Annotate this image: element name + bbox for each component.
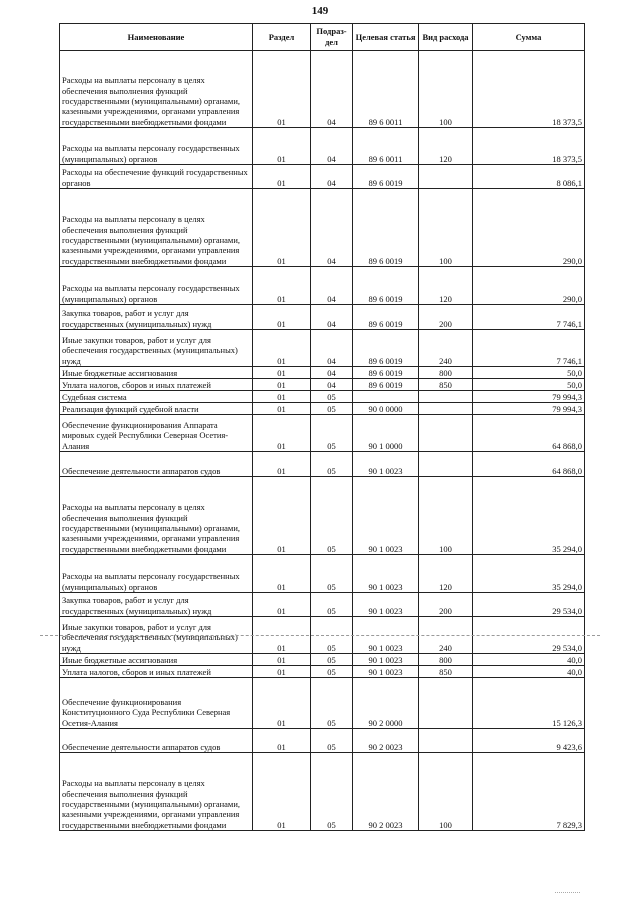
- row-razdel: 01: [253, 654, 311, 666]
- row-podrazdel: 04: [311, 51, 353, 128]
- table-row: [60, 51, 585, 128]
- table-row: [60, 415, 585, 452]
- row-podrazdel: 05: [311, 452, 353, 477]
- row-razdel: 01: [253, 678, 311, 729]
- header-name: Наименование: [60, 24, 253, 51]
- row-vid: [419, 391, 473, 403]
- row-summa: 15 126,3: [473, 678, 585, 729]
- page-number: 149: [311, 5, 329, 17]
- row-name: Реализация функций судебной власти: [60, 403, 253, 415]
- table-header-row: [60, 24, 585, 51]
- row-name: Расходы на выплаты персоналу государственных (муниципальных) органов: [60, 267, 253, 305]
- row-tselevaya: [353, 391, 419, 403]
- table-row: [60, 452, 585, 477]
- scan-artifact-dots: [555, 892, 580, 893]
- header-razdel: Раздел: [253, 24, 311, 51]
- row-razdel: 01: [253, 330, 311, 367]
- row-summa: 7 829,3: [473, 753, 585, 831]
- row-tselevaya: 90 1 0023: [353, 555, 419, 593]
- row-podrazdel: 05: [311, 678, 353, 729]
- row-vid: 240: [419, 330, 473, 367]
- row-razdel: 01: [253, 379, 311, 391]
- row-razdel: 01: [253, 391, 311, 403]
- row-vid: 850: [419, 379, 473, 391]
- row-vid: 100: [419, 189, 473, 267]
- table-row: [60, 267, 585, 305]
- row-tselevaya: 90 2 0023: [353, 753, 419, 831]
- row-vid: [419, 678, 473, 729]
- row-summa: 79 994,3: [473, 403, 585, 415]
- row-summa: 290,0: [473, 189, 585, 267]
- row-vid: [419, 415, 473, 452]
- row-podrazdel: 05: [311, 617, 353, 654]
- row-name: Расходы на выплаты персоналу в целях обеспечения выполнения функций государственными (муниципальными) органами, казенными учреждениями, органами управления государственными внебюджетными фондами: [60, 189, 253, 267]
- row-tselevaya: 89 6 0019: [353, 165, 419, 189]
- row-tselevaya: 90 1 0023: [353, 654, 419, 666]
- row-razdel: 01: [253, 305, 311, 330]
- row-tselevaya: 89 6 0019: [353, 189, 419, 267]
- table-row: [60, 128, 585, 165]
- row-vid: 200: [419, 593, 473, 617]
- row-tselevaya: 89 6 0019: [353, 305, 419, 330]
- row-podrazdel: 04: [311, 367, 353, 379]
- row-name: Обеспечение функционирования Аппарата мировых судей Республики Северная Осетия-Алания: [60, 415, 253, 452]
- row-tselevaya: 89 6 0011: [353, 51, 419, 128]
- row-name: Расходы на выплаты персоналу в целях обеспечения выполнения функций государственными (муниципальными) органами, казенными учреждениями, органами управления государственными внебюджетными фондами: [60, 477, 253, 555]
- row-razdel: 01: [253, 415, 311, 452]
- row-vid: 100: [419, 51, 473, 128]
- row-razdel: 01: [253, 189, 311, 267]
- row-tselevaya: 89 6 0019: [353, 367, 419, 379]
- row-summa: 50,0: [473, 367, 585, 379]
- row-summa: 18 373,5: [473, 128, 585, 165]
- row-vid: 100: [419, 753, 473, 831]
- row-summa: 79 994,3: [473, 391, 585, 403]
- row-tselevaya: 89 6 0011: [353, 128, 419, 165]
- row-summa: 9 423,6: [473, 729, 585, 753]
- row-podrazdel: 05: [311, 593, 353, 617]
- row-razdel: 01: [253, 367, 311, 379]
- table-row: [60, 753, 585, 831]
- row-razdel: 01: [253, 165, 311, 189]
- row-vid: [419, 729, 473, 753]
- row-tselevaya: 90 1 0023: [353, 666, 419, 678]
- row-podrazdel: 04: [311, 330, 353, 367]
- row-podrazdel: 05: [311, 753, 353, 831]
- budget-table: [59, 23, 585, 831]
- row-tselevaya: 90 0 0000: [353, 403, 419, 415]
- row-summa: 40,0: [473, 666, 585, 678]
- table-row: [60, 403, 585, 415]
- row-tselevaya: 89 6 0019: [353, 267, 419, 305]
- row-summa: 8 086,1: [473, 165, 585, 189]
- row-name: Обеспечение деятельности аппаратов судов: [60, 729, 253, 753]
- row-summa: 40,0: [473, 654, 585, 666]
- row-razdel: 01: [253, 617, 311, 654]
- row-vid: 240: [419, 617, 473, 654]
- table-row: [60, 555, 585, 593]
- row-tselevaya: 90 1 0000: [353, 415, 419, 452]
- header-summa: Сумма: [473, 24, 585, 51]
- row-vid: 120: [419, 555, 473, 593]
- row-podrazdel: 04: [311, 165, 353, 189]
- table-row: [60, 666, 585, 678]
- header-podrazdel: Подраз-дел: [311, 24, 353, 51]
- row-podrazdel: 05: [311, 654, 353, 666]
- table-row: [60, 165, 585, 189]
- row-name: Закупка товаров, работ и услуг для государственных (муниципальных) нужд: [60, 305, 253, 330]
- row-tselevaya: 90 1 0023: [353, 477, 419, 555]
- row-name: Иные закупки товаров, работ и услуг для обеспечения государственных (муниципальных) нужд: [60, 617, 253, 654]
- row-tselevaya: 90 1 0023: [353, 452, 419, 477]
- row-tselevaya: 90 2 0023: [353, 729, 419, 753]
- header-vid: Вид расхода: [419, 24, 473, 51]
- row-vid: 120: [419, 128, 473, 165]
- row-razdel: 01: [253, 729, 311, 753]
- row-podrazdel: 05: [311, 555, 353, 593]
- row-razdel: 01: [253, 452, 311, 477]
- row-podrazdel: 04: [311, 128, 353, 165]
- row-name: Закупка товаров, работ и услуг для государственных (муниципальных) нужд: [60, 593, 253, 617]
- row-tselevaya: 90 2 0000: [353, 678, 419, 729]
- row-name: Обеспечение деятельности аппаратов судов: [60, 452, 253, 477]
- row-vid: 200: [419, 305, 473, 330]
- row-name: Судебная система: [60, 391, 253, 403]
- row-tselevaya: 90 1 0023: [353, 593, 419, 617]
- row-name: Иные закупки товаров, работ и услуг для обеспечения государственных (муниципальных) нужд: [60, 330, 253, 367]
- row-vid: 100: [419, 477, 473, 555]
- row-name: Расходы на выплаты персоналу в целях обеспечения выполнения функций государственными (муниципальными) органами, казенными учреждениями, органами управления государственными внебюджетными фондами: [60, 51, 253, 128]
- row-razdel: 01: [253, 555, 311, 593]
- row-vid: 850: [419, 666, 473, 678]
- row-summa: 64 868,0: [473, 452, 585, 477]
- row-vid: [419, 452, 473, 477]
- scan-artifact-line: [40, 635, 600, 636]
- row-vid: 800: [419, 367, 473, 379]
- row-podrazdel: 04: [311, 305, 353, 330]
- row-summa: 35 294,0: [473, 555, 585, 593]
- row-name: Иные бюджетные ассигнования: [60, 367, 253, 379]
- row-summa: 50,0: [473, 379, 585, 391]
- row-podrazdel: 05: [311, 477, 353, 555]
- row-name: Расходы на выплаты персоналу государственных (муниципальных) органов: [60, 555, 253, 593]
- row-podrazdel: 04: [311, 379, 353, 391]
- row-name: Иные бюджетные ассигнования: [60, 654, 253, 666]
- row-tselevaya: 89 6 0019: [353, 379, 419, 391]
- table-row: [60, 189, 585, 267]
- row-vid: 800: [419, 654, 473, 666]
- table-row: [60, 330, 585, 367]
- row-podrazdel: 04: [311, 267, 353, 305]
- row-razdel: 01: [253, 51, 311, 128]
- row-name: Расходы на выплаты персоналу в целях обеспечения выполнения функций государственными (муниципальными) органами, казенными учреждениями, органами управления государственными внебюджетными фондами: [60, 753, 253, 831]
- row-name: Уплата налогов, сборов и иных платежей: [60, 379, 253, 391]
- row-summa: 29 534,0: [473, 617, 585, 654]
- row-summa: 7 746,1: [473, 330, 585, 367]
- row-razdel: 01: [253, 403, 311, 415]
- row-name: Расходы на обеспечение функций государственных органов: [60, 165, 253, 189]
- row-summa: 290,0: [473, 267, 585, 305]
- row-podrazdel: 04: [311, 189, 353, 267]
- row-summa: 7 746,1: [473, 305, 585, 330]
- row-razdel: 01: [253, 267, 311, 305]
- row-podrazdel: 05: [311, 403, 353, 415]
- row-name: Уплата налогов, сборов и иных платежей: [60, 666, 253, 678]
- table-row: [60, 379, 585, 391]
- row-podrazdel: 05: [311, 666, 353, 678]
- row-summa: 29 534,0: [473, 593, 585, 617]
- row-razdel: 01: [253, 593, 311, 617]
- table-row: [60, 367, 585, 379]
- table-row: [60, 678, 585, 729]
- row-vid: [419, 403, 473, 415]
- row-podrazdel: 05: [311, 415, 353, 452]
- row-tselevaya: 89 6 0019: [353, 330, 419, 367]
- table-row: [60, 729, 585, 753]
- row-name: Расходы на выплаты персоналу государственных (муниципальных) органов: [60, 128, 253, 165]
- table-row: [60, 477, 585, 555]
- row-tselevaya: 90 1 0023: [353, 617, 419, 654]
- table-row: [60, 305, 585, 330]
- header-tselevaya: Целевая статья: [353, 24, 419, 51]
- row-podrazdel: 05: [311, 729, 353, 753]
- row-podrazdel: 05: [311, 391, 353, 403]
- row-vid: [419, 165, 473, 189]
- row-razdel: 01: [253, 666, 311, 678]
- row-razdel: 01: [253, 477, 311, 555]
- row-razdel: 01: [253, 753, 311, 831]
- row-razdel: 01: [253, 128, 311, 165]
- row-summa: 64 868,0: [473, 415, 585, 452]
- row-vid: 120: [419, 267, 473, 305]
- table-row: [60, 593, 585, 617]
- row-summa: 18 373,5: [473, 51, 585, 128]
- row-summa: 35 294,0: [473, 477, 585, 555]
- table-row: [60, 654, 585, 666]
- table-row: [60, 391, 585, 403]
- row-name: Обеспечение функционирования Конституционного Суда Республики Северная Осетия-Алания: [60, 678, 253, 729]
